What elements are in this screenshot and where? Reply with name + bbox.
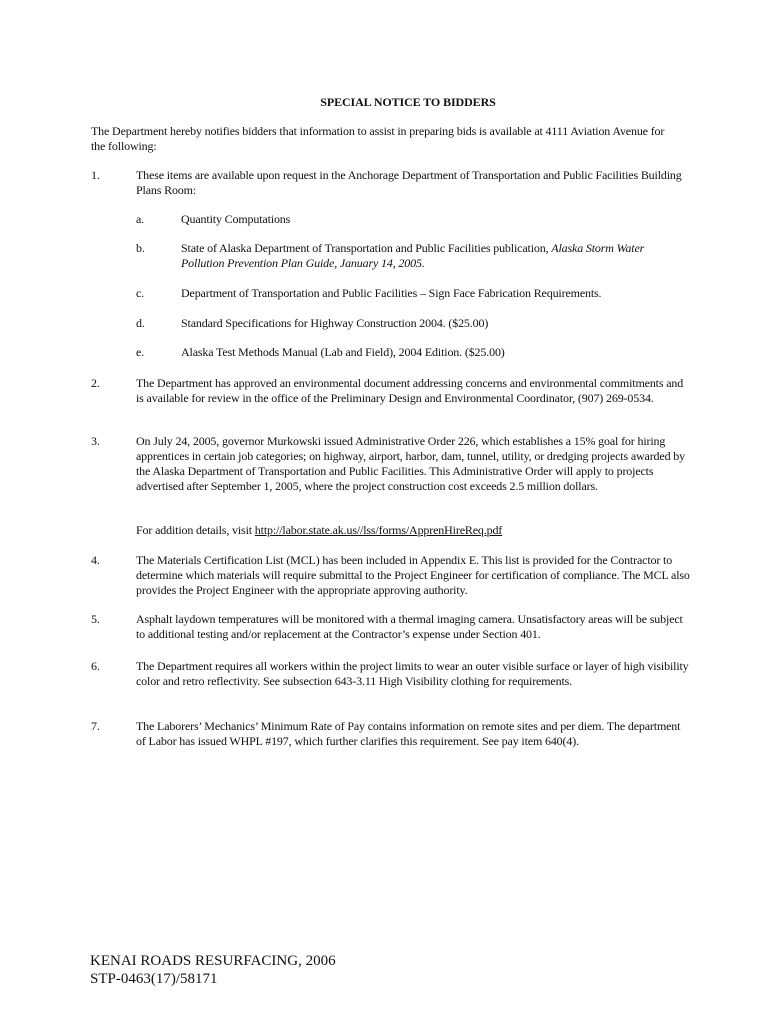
item-number: 1.	[91, 168, 100, 182]
item-text: The Materials Certification List (MCL) has been included in Appendix E. This list is provided for the Contractor to determine which materials will require submittal to the Project Engineer for certification of compliance. The MCL also provides the Project Engineer with the appropriate approving authority.	[136, 553, 690, 597]
sub-item-text: Standard Specifications for Highway Construction 2004. ($25.00)	[181, 316, 489, 330]
item-number: 4.	[91, 553, 100, 567]
project-number: STP-0463(17)/58171	[90, 971, 218, 987]
item-number: 2.	[91, 376, 100, 390]
item-text: The Department has approved an environmental document addressing concerns and environmental commitments and is available for review in the office of the Preliminary Design and Environmental Coordinator, (907) 269-0534.	[136, 376, 684, 405]
sub-item-letter: b.	[136, 241, 145, 255]
item-number: 6.	[91, 659, 100, 673]
sub-item-text: Alaska Test Methods Manual (Lab and Field), 2004 Edition. ($25.00)	[181, 345, 505, 359]
sub-item-letter: c.	[136, 286, 145, 300]
sub-item-letter: d.	[136, 316, 145, 330]
sub-item-text	[181, 241, 656, 271]
apprentice-link[interactable]: http://labor.state.ak.us//lss/forms/ApprenHireReq.pdf	[254, 523, 503, 537]
details-prefix: For addition details, visit	[136, 523, 255, 537]
sub-item-text-plain: State of Alaska Department of Transportation and Public Facilities publication,	[181, 241, 552, 255]
item-number: 7.	[91, 719, 100, 733]
sub-item-text: Quantity Computations	[181, 212, 291, 226]
sub-item-letter: e.	[136, 345, 145, 359]
page-footer	[90, 952, 336, 988]
item-text: On July 24, 2005, governor Murkowski issued Administrative Order 226, which establishes a 15% goal for hiring apprentices in certain job categories; on highway, airport, harbor, dam, tunnel, utility, or dredging projects awarded by the Alaska Department of Transportation and Public Facilities. This Administrative Order will apply to projects advertised after September 1, 2005, where the project construction cost exceeds 2.5 million dollars.	[136, 434, 685, 493]
item-number: 3.	[91, 434, 100, 448]
sub-item-letter: a.	[136, 212, 145, 226]
publication-title: Alaska Storm Water Pollution Prevention Plan Guide, January 14, 2005.	[181, 241, 645, 270]
item-text: Asphalt laydown temperatures will be monitored with a thermal imaging camera. Unsatisfactory areas will be subject to additional testing and/or replacement at the Contractor’s expense under Section 401.	[136, 612, 683, 641]
sub-item-text: Department of Transportation and Public Facilities – Sign Face Fabrication Requirements.	[181, 286, 602, 300]
intro-paragraph: The Department hereby notifies bidders that information to assist in preparing bids is available at 4111 Aviation Avenue for the following:	[91, 124, 665, 153]
details-paragraph	[136, 523, 696, 538]
project-name: KENAI ROADS RESURFACING, 2006	[90, 953, 336, 969]
item-text: These items are available upon request in the Anchorage Department of Transportation and Public Facilities Building Plans Room:	[136, 168, 682, 197]
page-title: SPECIAL NOTICE TO BIDDERS	[320, 95, 496, 109]
item-number: 5.	[91, 612, 100, 626]
item-text: The Department requires all workers within the project limits to wear an outer visible surface or layer of high visibility color and retro reflectivity. See subsection 643-3.11 High Visibility clothing for requirements.	[136, 659, 689, 688]
item-text: The Laborers’ Mechanics’ Minimum Rate of Pay contains information on remote sites and per diem. The department of Labor has issued WHPL #197, which further clarifies this requirement. See pay item 640(4).	[136, 719, 681, 748]
